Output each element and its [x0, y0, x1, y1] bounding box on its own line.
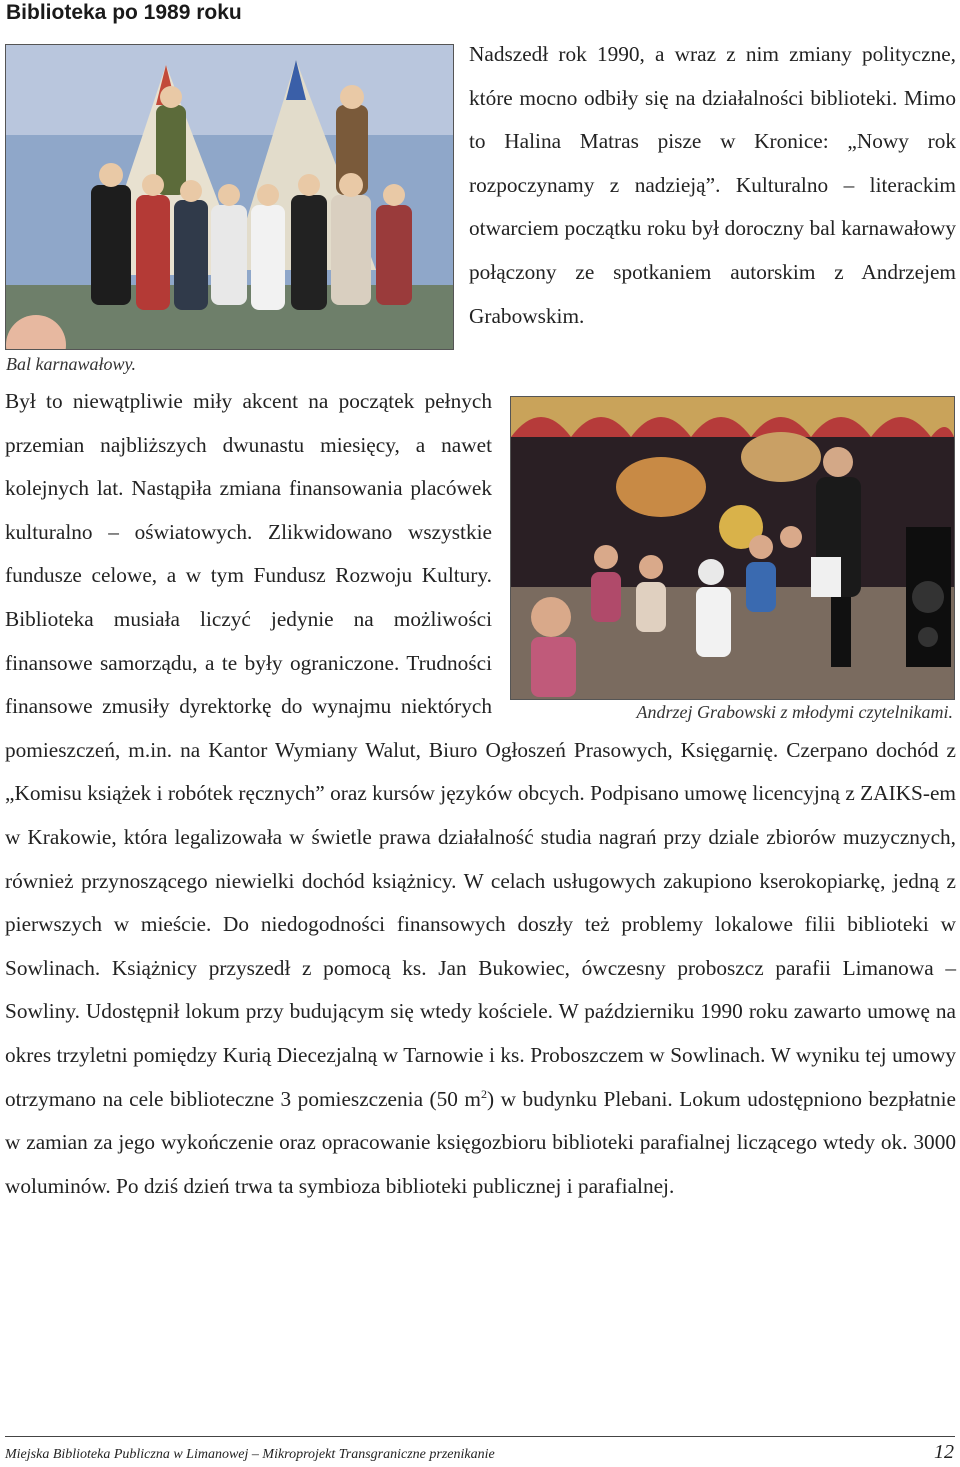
footer-text: Miejska Biblioteka Publiczna w Limanowej – Mikroprojekt Transgraniczne przenikanie [5, 1447, 495, 1462]
footer-divider [5, 1436, 955, 1437]
superscript-two: 2 [480, 1086, 487, 1101]
carnival-ball-caption: Bal karnawałowy. [6, 354, 136, 374]
main-paragraph-text: Był to niewątpliwie miły akcent na początek pełnych przemian najbliższych dwunastu miesięcy, a nawet kolejnych lat. Nastąpiła zmiana finansowania placówek kulturalno – oświatowych. Zlikwidowano wszystkie fundusze celowe, a w tym Fundusz Rozwoju Kultury. Biblioteka musiała liczyć jedynie na możliwości finansowe samorządu, a te były ograniczone. Trudności finansowe zmusiły dyrektorkę do wynajmu niektórych pomieszczeń, m.in. na Kantor Wymiany Walut, Biuro Ogłoszeń Prasowych, Księgarnię. Czerpano dochód z „Komisu książek i robótek ręcznych” oraz kursów języków obcych. Podpisano umowę licencyjną z ZAIKS-em w Krakowie, która legalizowała w świetle prawa działalność studia nagrań przy dziale zbiorów muzycznych, również przynoszącego niewielki dochód książnicy. W celach usługowych zakupiono kserokopiarkę, jedną z pierwszych w mieście. Do niedogodności finansowych doszły też problemy lokalowe filii biblioteki w Sowlinach. Książnicy przyszedł z pomocą ks. Jan Bukowiec, ówczesny proboszcz parafii Limanowa – Sowliny. Udostępnił lokum przy budującym się wtedy kościele. W październiku 1990 roku zawarto umowę na okres trzyletni pomiędzy Kurią Diecezjalną w Tarnowie i ks. Proboszczem w Sowlinach. W wyniku tej umowy otrzymano na cele biblioteczne 3 pomieszczenia (50 m [5, 389, 956, 1111]
photo-wrap-spacer [492, 380, 956, 718]
page-number: 12 [934, 1441, 954, 1463]
page-heading: Biblioteka po 1989 roku [6, 1, 242, 24]
carnival-ball-photo [5, 44, 454, 350]
intro-paragraph: Nadszedł rok 1990, a wraz z nim zmiany polityczne, które mocno odbiły się na działalności biblioteki. Mimo to Halina Matras pisze w Kronice: „Nowy rok rozpoczynamy z nadzieją”. Kulturalno – literackim otwarciem początku roku był doroczny bal karnawałowy połączony ze spotkaniem autorskim z Andrzejem Grabowskim. [469, 42, 956, 328]
main-paragraph [5, 380, 956, 1346]
main-paragraph-tail: ) w budynku Plebani. Lokum udostępniono bezpłatnie w zamian za jego wykończenie oraz opracowanie księgozbioru biblioteki parafialnej liczącego wtedy ok. 3000 woluminów. Po dziś dzień trwa ta symbioza biblioteki publicznej i parafialnej. [5, 1086, 956, 1198]
author-meeting-caption: Andrzej Grabowski z młodymi czytelnikami. [636, 702, 953, 722]
